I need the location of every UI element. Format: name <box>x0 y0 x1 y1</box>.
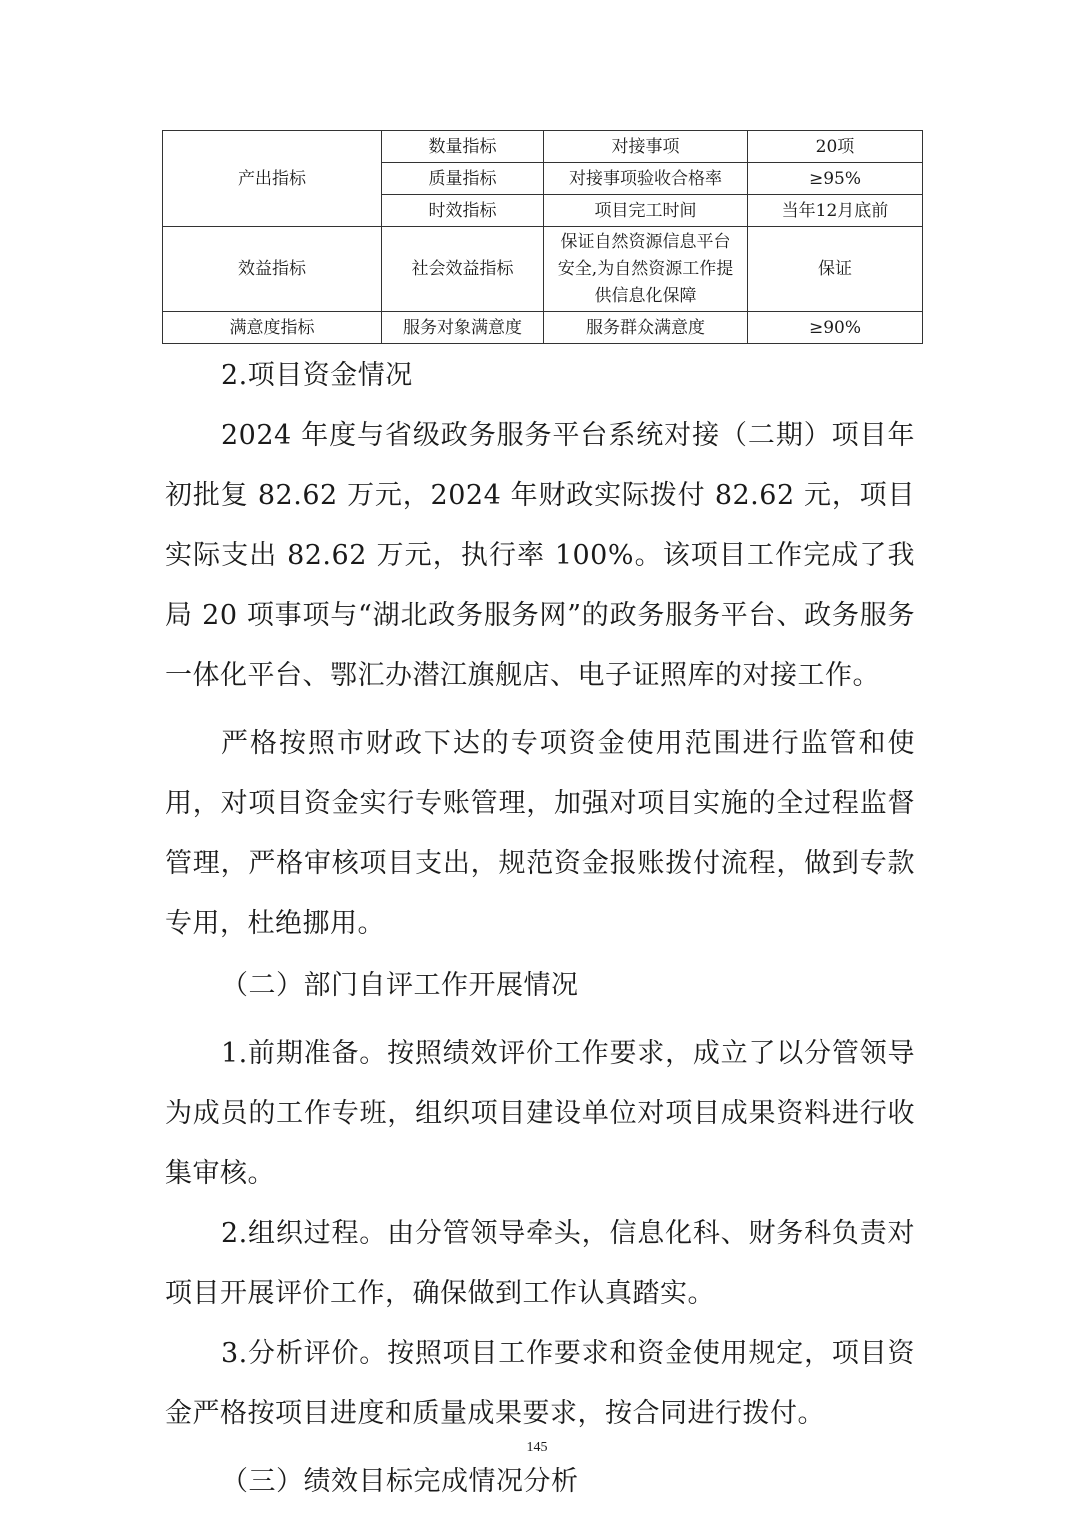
indicator-name: 社会效益指标 <box>382 227 544 312</box>
funds-paragraph: 2024 年度与省级政务服务平台系统对接（二期）项目年初批复 82.62 万元，2024 年财政实际拨付 82.62 元，项目实际支出 82.62 万元，执行率 100%。该项目工作完成了我局 20 项事项与“湖北政务服务网”的政务服务平台、政务服务一体化平台、鄂汇办潜江旗舰店、电子证照库的对接工作。 <box>165 420 915 691</box>
page-number: 145 <box>526 1440 548 1455</box>
indicator-item: 对接事项 <box>544 131 748 163</box>
analysis-heading: （三）绩效目标完成情况分析 <box>221 1466 579 1497</box>
self-eval-item-3: 3.分析评价。按照项目工作要求和资金使用规定，项目资金严格按项目进度和质量成果要求，按合同进行拨付。 <box>165 1338 915 1429</box>
indicator-item-line: 保证自然资源信息平台 <box>560 231 731 252</box>
funds-heading: 2.项目资金情况 <box>221 360 413 391</box>
indicator-item: 对接事项验收合格率 <box>544 163 748 195</box>
table-row <box>163 227 923 312</box>
benefit-indicator-group: 效益指标 <box>163 227 382 312</box>
indicator-name: 数量指标 <box>382 131 544 163</box>
indicator-value: ≥90% <box>748 312 923 344</box>
indicator-name: 质量指标 <box>382 163 544 195</box>
indicator-value: 20项 <box>748 131 923 163</box>
self-eval-item-1: 1.前期准备。按照绩效评价工作要求，成立了以分管领导为成员的工作专班，组织项目建设单位对项目成果资料进行收集审核。 <box>165 1038 915 1189</box>
indicator-item-line: 供信息化保障 <box>594 285 697 306</box>
self-eval-heading: （二）部门自评工作开展情况 <box>221 970 579 1001</box>
indicator-item-line: 安全,为自然资源工作提 <box>557 258 734 279</box>
table-row <box>163 312 923 344</box>
indicator-value: 当年12月底前 <box>748 195 923 227</box>
performance-indicator-table <box>162 130 923 344</box>
satisfaction-indicator-group: 满意度指标 <box>163 312 382 344</box>
indicator-item <box>544 227 748 312</box>
indicator-name: 时效指标 <box>382 195 544 227</box>
indicator-value: ≥95% <box>748 163 923 195</box>
indicator-value: 保证 <box>748 227 923 312</box>
indicator-name: 服务对象满意度 <box>382 312 544 344</box>
self-eval-item-2: 2.组织过程。由分管领导牵头，信息化科、财务科负责对项目开展评价工作，确保做到工作认真踏实。 <box>165 1218 915 1309</box>
output-indicator-group: 产出指标 <box>163 131 382 227</box>
funds-management-paragraph: 严格按照市财政下达的专项资金使用范围进行监管和使用，对项目资金实行专账管理，加强对项目实施的全过程监督管理，严格审核项目支出，规范资金报账拨付流程，做到专款专用，杜绝挪用。 <box>165 728 915 939</box>
indicator-item: 项目完工时间 <box>544 195 748 227</box>
indicator-item: 服务群众满意度 <box>544 312 748 344</box>
document-body <box>165 346 915 1512</box>
table-row <box>163 131 923 163</box>
